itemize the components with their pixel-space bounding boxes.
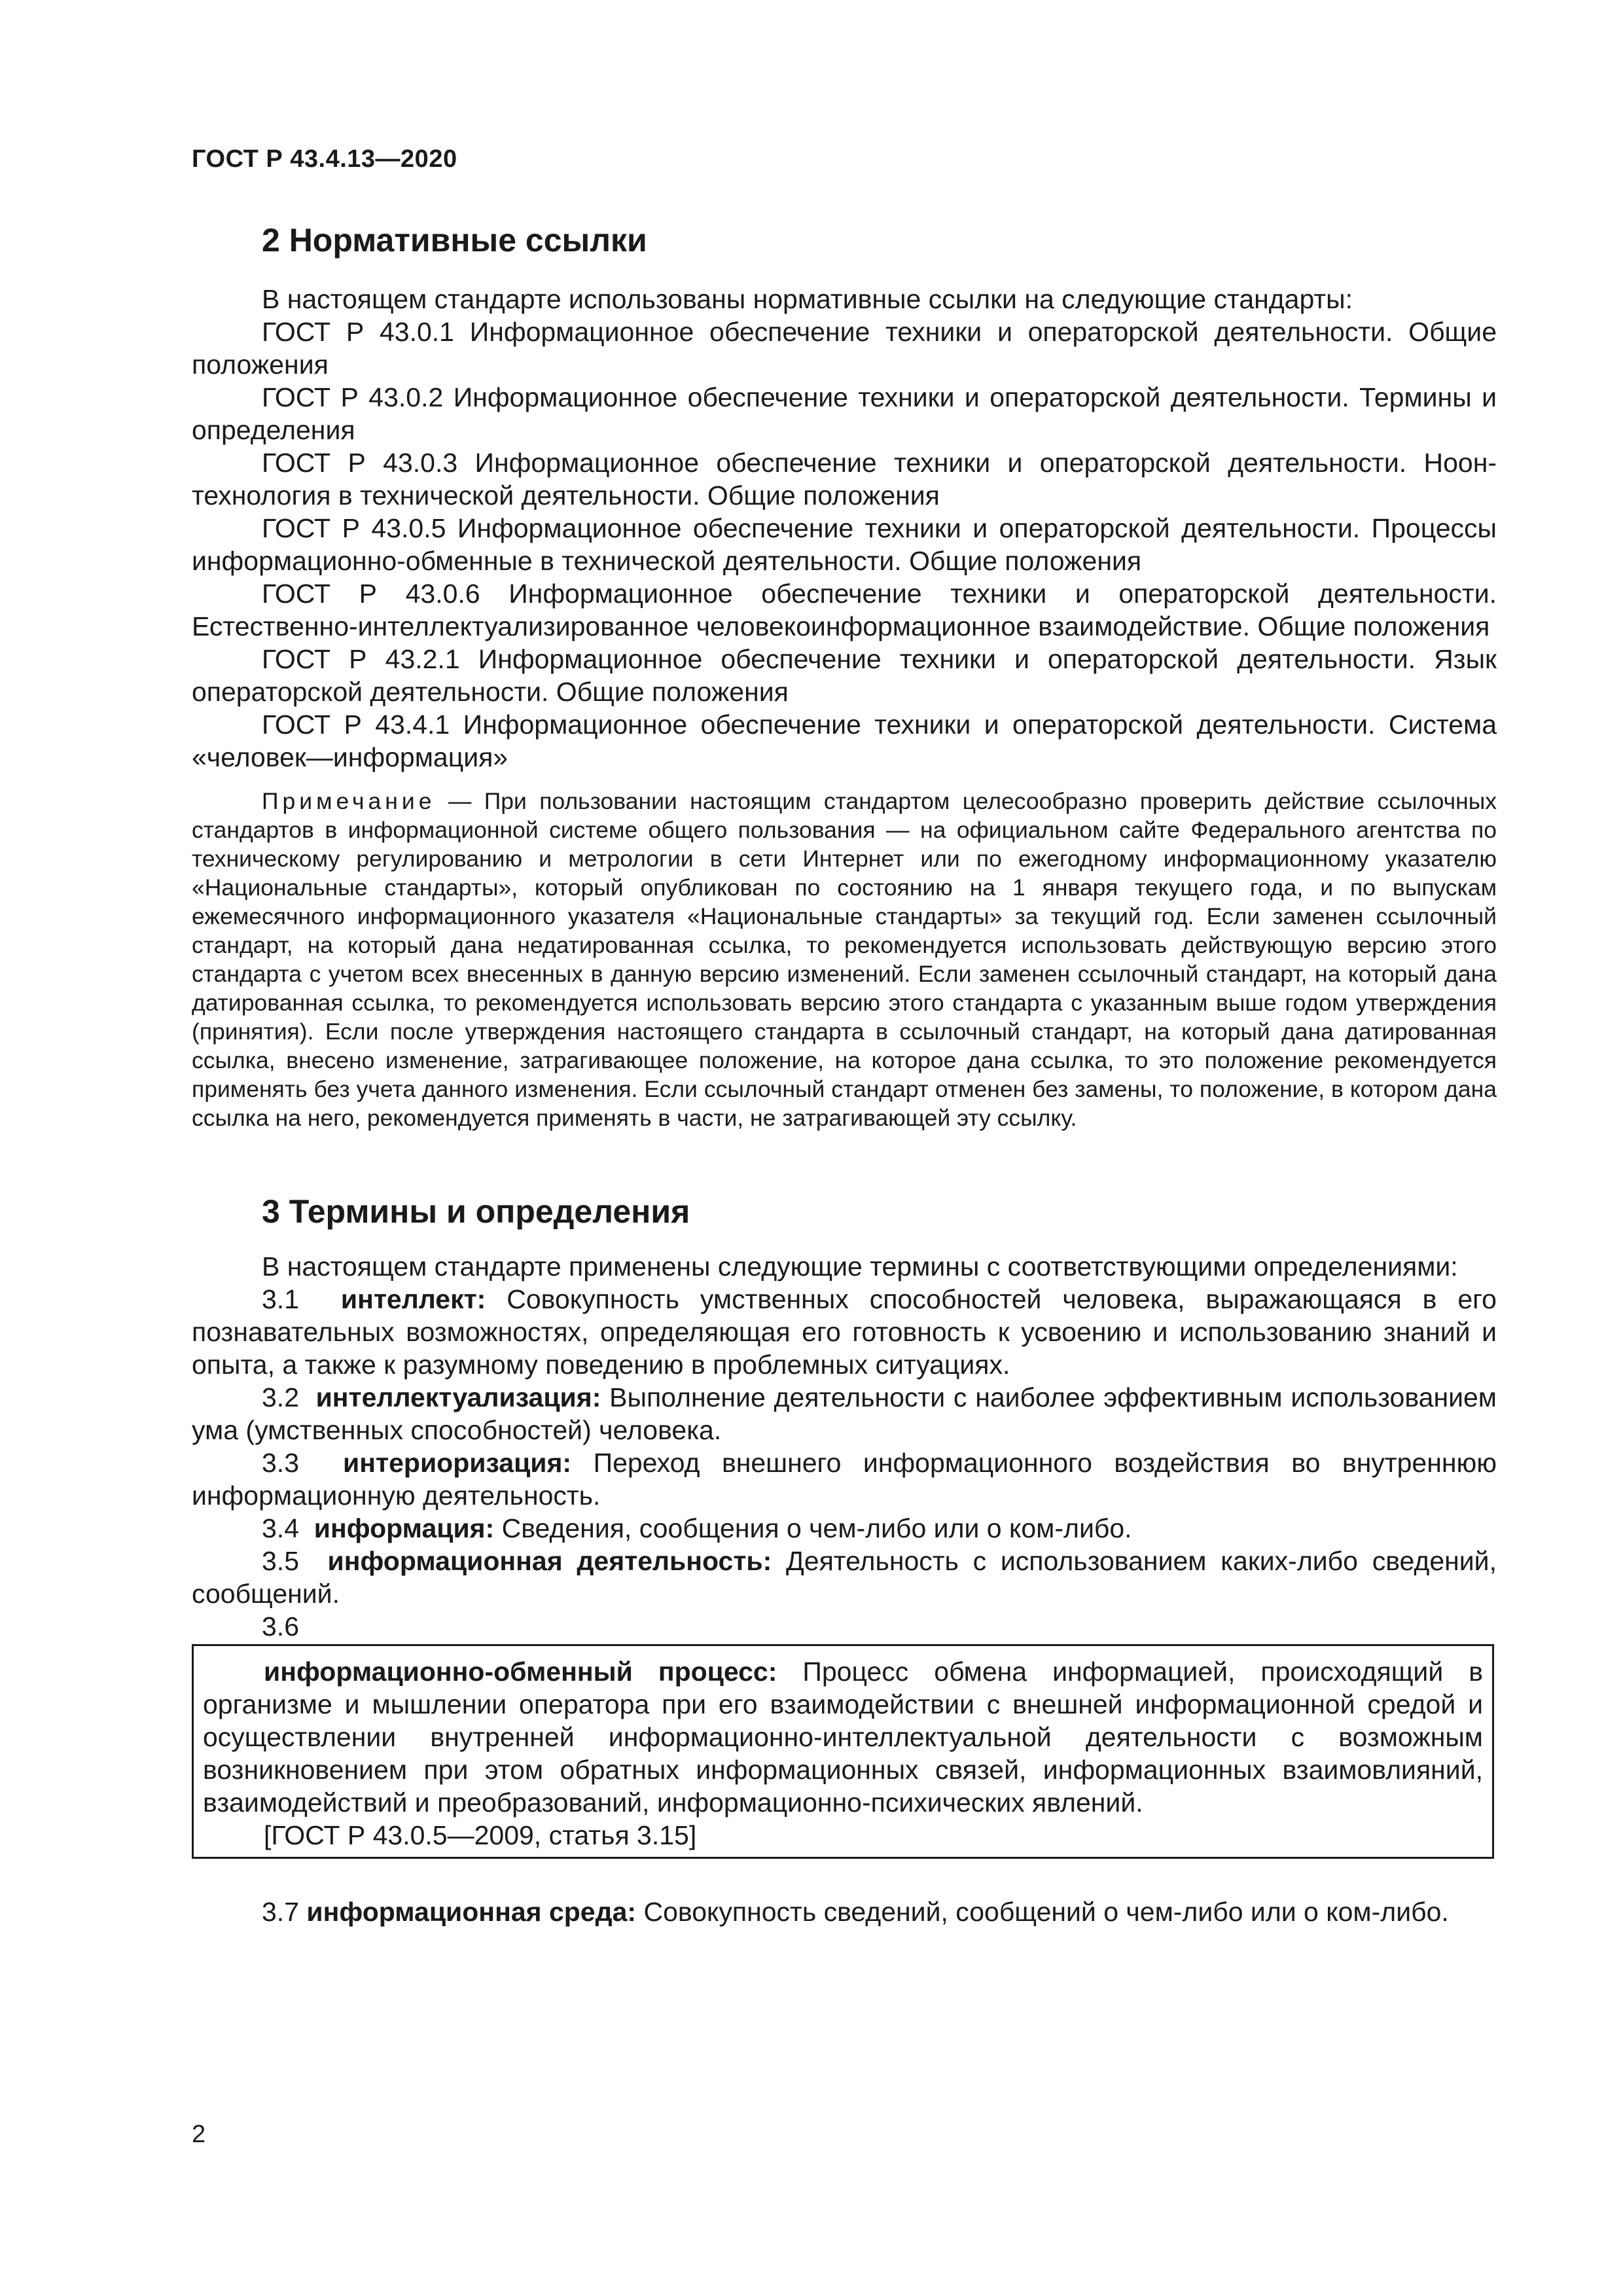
term-definition: Совокупность умственных способностей человека, выражающаяся в его познавательных возможностях, определяющая его готовность к усвоению и использованию знаний и опыта, а также к разумному поведению в проблемных ситуациях. — [192, 1284, 1497, 1380]
reference-item: ГОСТ Р 43.0.1 Информационное обеспечение техники и операторской деятельности. Общие положения — [192, 317, 1497, 380]
term-definition: Процесс обмена информацией, происходящий в организме и мышлении оператора при его взаимодействии с внешней информационной средой и осуществлении внутренней информационно-интеллектуальной деятельности с возможным возникновением при этом обратных информационных связей, информационных взаимовлияний, взаимодействий и преобразований, информационно-психических явлений. — [203, 1657, 1483, 1818]
section-2-heading: 2 Нормативные ссылки — [262, 222, 647, 259]
term-name: информационная среда: — [306, 1897, 637, 1927]
term-number: 3.5 — [262, 1546, 299, 1576]
term-definition: Переход внешнего информационного воздействия во внутреннюю информационную деятельность. — [192, 1448, 1497, 1511]
term-item — [192, 1545, 1497, 1610]
term-definition: Совокупность сведений, сообщений о чем-либо или о ком-либо. — [636, 1897, 1449, 1927]
note-block — [192, 787, 1497, 1132]
term-definition: Сведения, сообщения о чем-либо или о ком-либо. — [494, 1513, 1132, 1543]
term-name: интеллектуализация: — [315, 1382, 601, 1412]
term-item — [203, 1655, 1483, 1819]
term-name: интериоризация: — [343, 1448, 572, 1478]
reference-item: ГОСТ Р 43.4.1 Информационное обеспечение техники и операторской деятельности. Система «человек—информация» — [192, 709, 1497, 772]
reference-item: ГОСТ Р 43.2.1 Информационное обеспечение техники и операторской деятельности. Язык операторской деятельности. Общие положения — [192, 644, 1497, 707]
term-number: 3.2 — [262, 1382, 299, 1412]
term-item — [192, 1381, 1497, 1446]
term-name: информация: — [313, 1513, 495, 1543]
term-name: информационная деятельность: — [327, 1546, 772, 1576]
section-3-tail — [192, 1895, 1497, 1928]
term-item — [192, 1283, 1497, 1381]
section-3-intro: В настоящем стандарте применены следующие термины с соответствующими определениями: — [262, 1251, 1458, 1282]
term-item — [192, 1446, 1497, 1512]
section-3-body — [192, 1250, 1497, 1643]
term-number: 3.3 — [262, 1448, 299, 1478]
term-number: 3.1 — [262, 1284, 299, 1314]
term-name: информационно-обменный процесс: — [264, 1657, 777, 1687]
reference-item: ГОСТ Р 43.0.6 Информационное обеспечение техники и операторской деятельности. Естественно-интеллектуализированное человекоинформационное взаимодействие. Общие положения — [192, 579, 1497, 641]
term-item — [192, 1512, 1497, 1545]
quoted-term-box — [192, 1644, 1494, 1859]
section-3-heading: 3 Термины и определения — [262, 1193, 690, 1230]
term-definition: Деятельность с использованием каких-либо сведений, сообщений. — [192, 1546, 1497, 1609]
note-label: Примечание — [262, 788, 436, 814]
term-source: [ГОСТ Р 43.0.5—2009, статья 3.15] — [264, 1820, 697, 1850]
term-name: интеллект: — [340, 1284, 486, 1314]
reference-item: ГОСТ Р 43.0.2 Информационное обеспечение техники и операторской деятельности. Термины и определения — [192, 382, 1497, 445]
term-number: 3.7 — [262, 1897, 299, 1927]
term-number: 3.4 — [262, 1513, 299, 1543]
document-header: ГОСТ Р 43.4.13—2020 — [192, 145, 457, 173]
section-2-body — [192, 283, 1497, 774]
reference-item: ГОСТ Р 43.0.3 Информационное обеспечение техники и операторской деятельности. Ноон-технология в технической деятельности. Общие положения — [192, 448, 1497, 511]
term-item — [192, 1895, 1497, 1928]
reference-item: ГОСТ Р 43.0.5 Информационное обеспечение техники и операторской деятельности. Процессы информационно-обменные в технической деятельности. Общие положения — [192, 513, 1497, 576]
term-number-3-6: 3.6 — [262, 1611, 299, 1641]
note-text: — При пользовании настоящим стандартом целесообразно проверить действие ссылочных стандартов в информационной системе общего пользования — на официальном сайте Федерального агентства по техническому регулированию и метрологии в сети Интернет или по ежегодному информационному указателю «Национальные стандарты», который опубликован по состоянию на 1 января текущего года, и по выпускам ежемесячного информационного указателя «Национальные стандарты» за текущий год. Если заменен ссылочный стандарт, на который дана недатированная ссылка, то рекомендуется использовать действующую версию этого стандарта с учетом всех внесенных в данную версию изменений. Если заменен ссылочный стандарт, на который дана датированная ссылка, то рекомендуется использовать версию этого стандарта с указанным выше годом утверждения (принятия). Если после утверждения настоящего стандарта в ссылочный стандарт, на который дана датированная ссылка, внесено изменение, затрагивающее положение, на которое дана ссылка, то это положение рекомендуется применять без учета данного изменения. Если ссылочный стандарт отменен без замены, то положение, в котором дана ссылка на него, рекомендуется применять в части, не затрагивающей эту ссылку. — [192, 788, 1497, 1131]
section-2-intro: В настоящем стандарте использованы нормативные ссылки на следующие стандарты: — [262, 284, 1353, 314]
term-definition: Выполнение деятельности с наиболее эффективным использованием ума (умственных способностей) человека. — [192, 1382, 1497, 1445]
note-paragraph — [192, 787, 1497, 1132]
page-number: 2 — [192, 2121, 206, 2148]
